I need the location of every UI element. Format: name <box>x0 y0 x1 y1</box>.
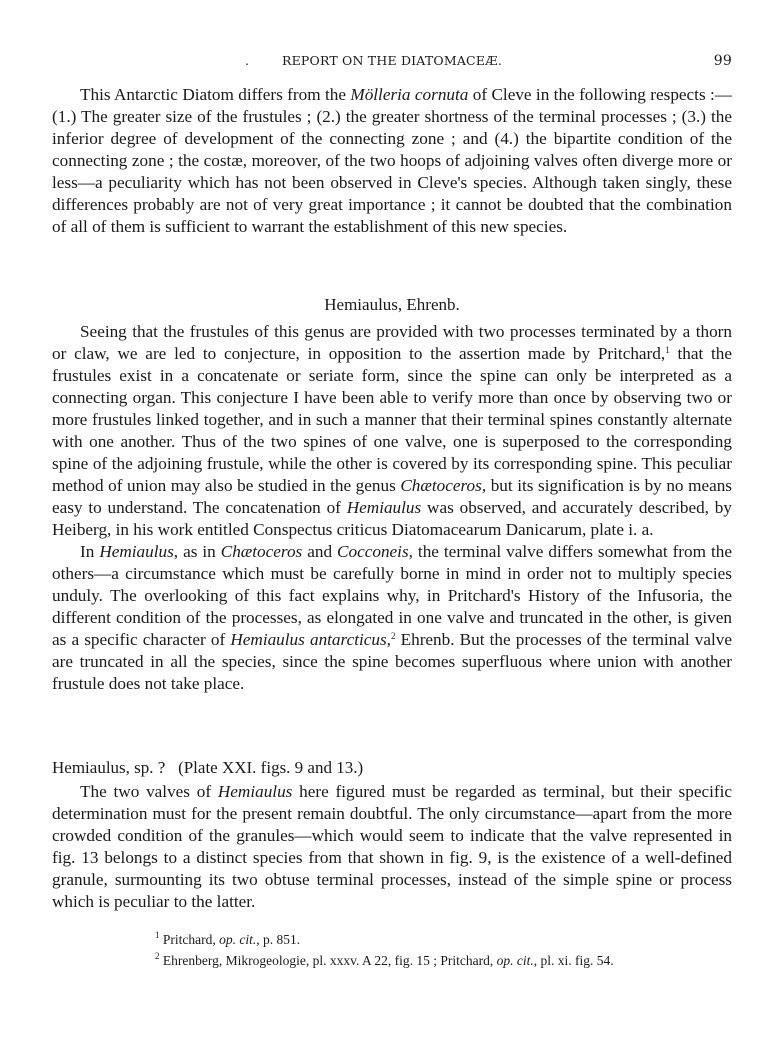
subsection-heading: Hemiaulus, sp. ? (Plate XXI. figs. 9 and 13.) <box>52 758 364 777</box>
taxon-name: Mölleria cornuta <box>350 85 469 104</box>
footnote-1: $^1$ Pritchard, op. cit., p. 851. <box>155 930 301 947</box>
page-number: 99 <box>713 53 732 69</box>
running-header <box>52 53 732 75</box>
running-title: REPORT ON THE DIATOMACEÆ. <box>281 53 503 68</box>
taxon-name: Chætoceros <box>220 542 303 561</box>
footnote-ref: 2 <box>390 631 396 641</box>
taxon-name: Hemiaulus <box>346 498 422 517</box>
paragraph: This Antarctic Diatom differs from the Mölleria cornuta of Cleve in the following respects :—(1.) The greater size of the frustules ; (2.) the greater shortness of the terminal processes ; (3.) the inferior degree of development of the connecting zone ; and (4.) the bipartite condition of the connecting zone ; the costæ, moreover, of the two hoops of adjoining valves often diverge more or less—a peculiarity which has not been observed in Cleve's species. Although taken singly, these differences probably are not of very great importance ; it cannot be doubted that the combination of all of them is sufficient to warrant the establishment of this new species. <box>52 85 732 236</box>
taxon-name: Hemiaulus antarcticus, <box>230 630 391 649</box>
paragraph: The two valves of Hemiaulus here figured must be regarded as terminal, but their specific determination must for the present remain doubtful. The only circumstance—apart from the more crowded condition of the granules—which would seem to indicate that the valve represented in fig. 13 belongs to a distinct species from that shown in fig. 9, is the existence of a well-defined granule, surmounting its two obtuse terminal processes, instead of the simple spine or process which is peculiar to the latter. <box>52 782 732 911</box>
taxon-name: Cocconeis <box>337 542 409 561</box>
header-dot: . <box>245 53 250 68</box>
section-hemiaulus <box>52 294 732 695</box>
paragraph: Seeing that the frustules of this genus are provided with two processes terminated by a thorn or claw, we are led to conjecture, in opposition to the assertion made by Pritchard,$^1$ that the frustules exist in a concatenate or seriate form, since the spine can only be interpreted as a connecting organ. This conjecture I have been able to verify more than once by observing two or more frustules linked together, and in such a manner that their terminal spines constantly alternate with one another. Thus of the two spines of one valve, one is superposed to the corresponding spine of the adjoining frustule, while the other is covered by its corresponding spine. This peculiar method of union may also be studied in the genus Chætoceros, but its signification is by no means easy to understand. The concatenation of Hemiaulus was observed, and accurately described, by Heiberg, in his work entitled Conspectus criticus Diatomacearum Danicarum, plate i. a. <box>52 322 732 539</box>
footnote-ref: 1 <box>665 345 670 355</box>
footnote-2: $^2$ Ehrenberg, Mikrogeologie, pl. xxxv. A 22, fig. 15 ; Pritchard, op. cit., pl. xi. fig. 54. <box>155 951 614 968</box>
taxon-name: Hemiaulus <box>99 542 174 561</box>
section-moelleria <box>52 84 732 238</box>
section-heading: Hemiaulus, Ehrenb. <box>324 295 460 314</box>
taxon-name: Chætoceros <box>400 476 482 495</box>
section-hemiaulus-sp <box>52 757 732 913</box>
taxon-name: Hemiaulus <box>217 782 293 801</box>
footnotes <box>155 929 755 971</box>
paragraph: In Hemiaulus, as in Chætoceros and Cocconeis, the terminal valve differs somewhat from the others—a circumstance which must be carefully borne in mind in order not to multiply species unduly. The overlooking of this fact explains why, in Pritchard's History of the Infusoria, the different condition of the processes, as elongated in one valve and truncated in the other, is given as a specific character of Hemiaulus antarcticus,$^2$ Ehrenb. But the processes of the terminal valve are truncated in all the species, since the spine becomes superfluous where union with another frustule does not take place. <box>52 542 732 693</box>
